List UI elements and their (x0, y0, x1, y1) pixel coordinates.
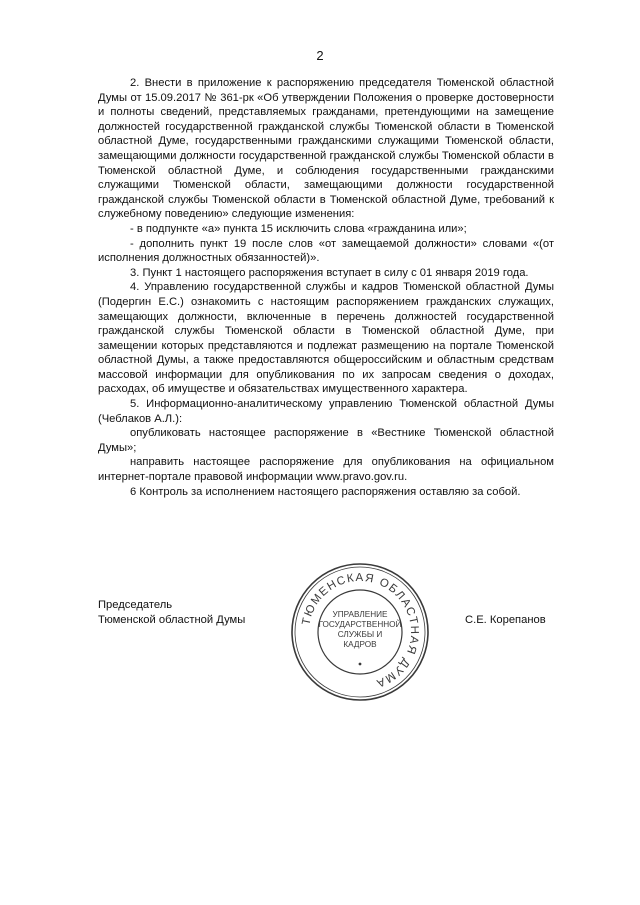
paragraph-subitem-19: - дополнить пункт 19 после слов «от замещаемой должности» словами «(от исполнения должностных обязанностей)». (98, 237, 554, 265)
paragraph-item-4: 4. Управлению государственной службы и кадров Тюменской областной Думы (Подергин Е.С.) ознакомить с настоящим распоряжением гражданских служащих, замещающих должности, включенные в перечень должностей государственной гражданской службы Тюменской области в Тюменской областной Думе, при замещении которых представляются и подлежат размещению на портале Тюменской областной Думы, а также предоставляются общероссийским и областным средствам массовой информации для опубликования по их запросам сведения о доходах, расходах, об имуществе и обязательствах имущественного характера. (98, 281, 554, 396)
paragraph-item-2: 2. Внести в приложение к распоряжению председателя Тюменской областной Думы от 15.09.2017 № 361-рк «Об утверждении Положения о проверке достоверности и полноты сведений, представляемых гражданами, претендующими на замещение должностей государственной гражданской службы Тюменской области в Тюменской областной Думе, государственными гражданскими служащими Тюменской области, замещающими должности государственной гражданской службы Тюменской области в Тюменской областной Думе, и соблюдения государственными гражданскими служащими Тюменской области, замещающими должности государственной гражданской службы Тюменской области в Тюменской областной Думе, требований к служебному поведению» следующие изменения: (98, 77, 554, 221)
signer-title-line2: Тюменской областной Думы (98, 613, 246, 626)
stamp-center-line-2: ГОСУДАРСТВЕННОЙ (318, 620, 402, 629)
paragraph-subitem-a: - в подпункте «а» пункта 15 исключить слова «гражданина или»; (130, 222, 467, 235)
paragraph-item-5-portal: направить настоящее распоряжение для опубликования на официальном интернет-портале правовой информации www.pravo.gov.ru. (98, 456, 554, 484)
stamp-center-line-1: УПРАВЛЕНИЕ (332, 610, 388, 619)
paragraph-item-3: 3. Пункт 1 настоящего распоряжения вступает в силу с 01 января 2019 года. (130, 266, 529, 279)
signer-name: С.Е. Корепанов (465, 614, 546, 626)
page-number: 2 (316, 48, 324, 63)
signer-title-line1: Председатель (98, 599, 173, 611)
stamp-seal-icon (288, 560, 432, 704)
official-stamp (288, 560, 432, 704)
signature-block (98, 598, 245, 627)
stamp-center-line-3: СЛУЖБЫ И (337, 630, 383, 639)
paragraph-item-6: 6 Контроль за исполнением настоящего распоряжения оставляю за собой. (130, 485, 521, 498)
stamp-center-line-4: КАДРОВ (343, 640, 377, 649)
paragraph-item-5: 5. Информационно-аналитическому управлению Тюменской областной Думы (Чеблаков А.Л.): (98, 398, 554, 425)
document-body (98, 76, 554, 499)
stamp-ring-text: ТЮМЕНСКАЯ ОБЛАСТНАЯ ДУМА (300, 571, 421, 690)
paragraph-item-5-publish: опубликовать настоящее распоряжение в «Вестнике Тюменской областной Думы»; (98, 427, 554, 454)
